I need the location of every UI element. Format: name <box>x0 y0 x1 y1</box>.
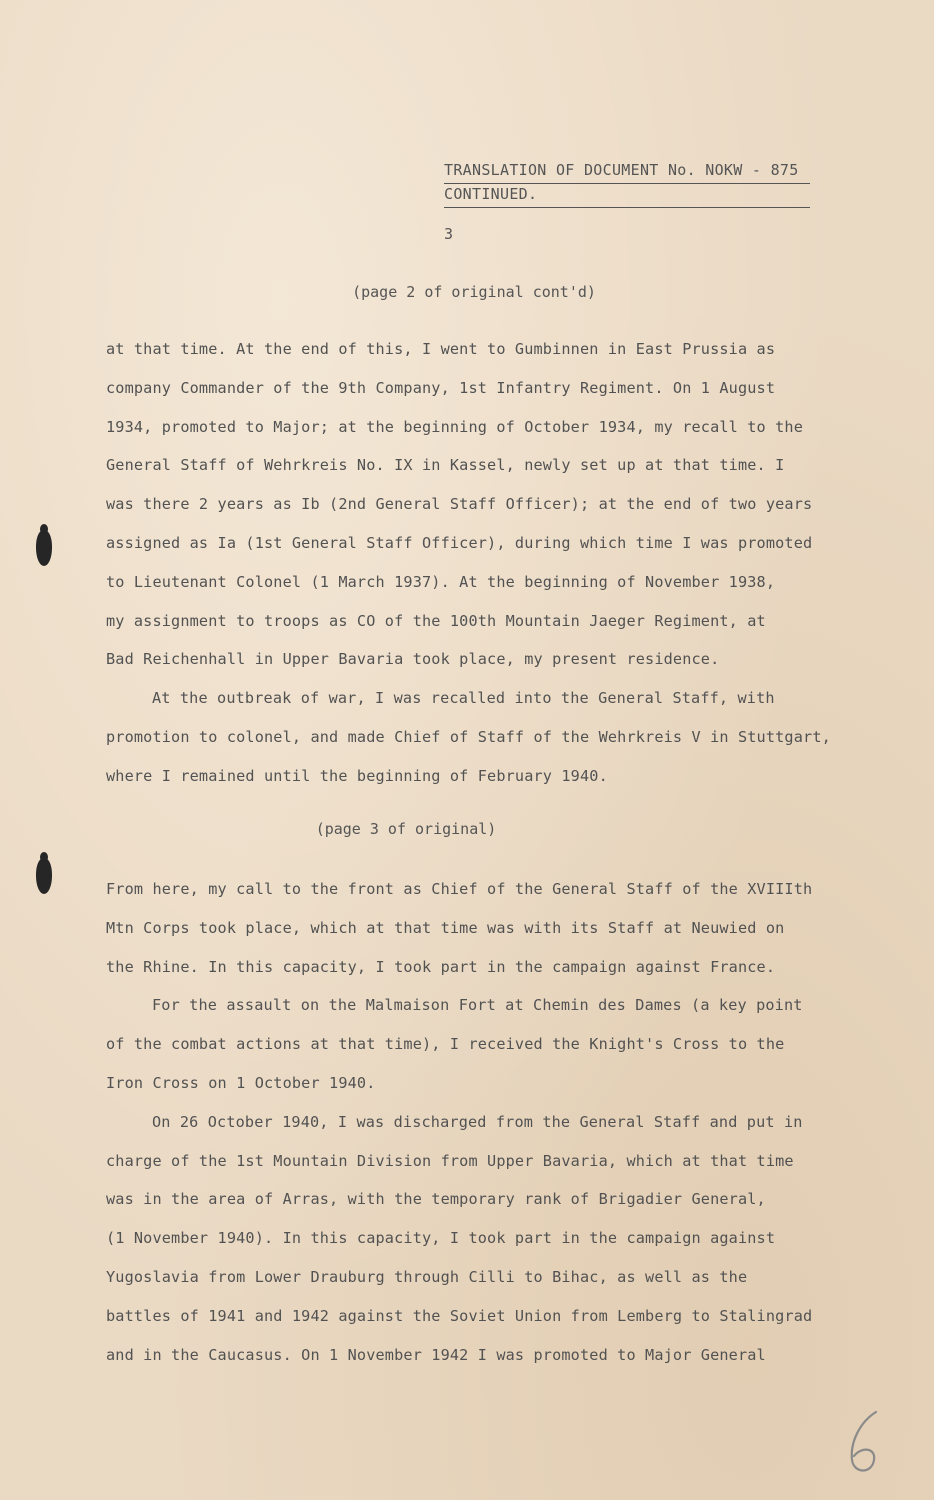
text-line: promotion to colonel, and made Chief of Staff of the Wehrkreis V in Stuttgart, <box>106 727 831 746</box>
text-line: was there 2 years as Ib (2nd General Staff Officer); at the end of two years <box>106 495 813 514</box>
original-page-reference-1: (page 2 of original cont'd) <box>352 283 596 301</box>
text-line: to Lieutenant Colonel (1 March 1937). At the beginning of November 1938, <box>106 572 776 591</box>
text-line: General Staff of Wehrkreis No. IX in Kassel, newly set up at that time. I <box>106 456 785 475</box>
text-line: (1 November 1940). In this capacity, I took part in the campaign against <box>106 1229 776 1248</box>
original-page-reference-2: (page 3 of original) <box>315 820 497 838</box>
text-line: company Commander of the 9th Company, 1st Infantry Regiment. On 1 August <box>106 378 776 397</box>
text-line: battles of 1941 and 1942 against the Soviet Union from Lemberg to Stalingrad <box>106 1306 813 1325</box>
text-line: On 26 October 1940, I was discharged from the General Staff and put in <box>152 1112 803 1131</box>
text-line: From here, my call to the front as Chief of the General Staff of the XVIIIth <box>106 880 813 898</box>
text-line: At the outbreak of war, I was recalled into the General Staff, with <box>152 689 775 708</box>
text-line: and in the Caucasus. On 1 November 1942 I was promoted to Major General <box>106 1345 766 1364</box>
text-line: my assignment to troops as CO of the 100th Mountain Jaeger Regiment, at <box>106 611 766 630</box>
text-line: of the combat actions at that time), I received the Knight's Cross to the <box>106 1035 785 1054</box>
document-header <box>444 160 812 208</box>
text-line: at that time. At the end of this, I went to Gumbinnen in East Prussia as <box>106 340 776 358</box>
paragraph-career-1940-1942 <box>106 870 846 1374</box>
text-line: the Rhine. In this capacity, I took part in the campaign against France. <box>106 957 776 976</box>
text-line: Iron Cross on 1 October 1940. <box>106 1073 376 1092</box>
text-line: For the assault on the Malmaison Fort at Chemin des Dames (a key point <box>152 996 803 1015</box>
text-line: Bad Reichenhall in Upper Bavaria took place, my present residence. <box>106 650 720 669</box>
binder-punch-hole-bottom <box>36 858 52 894</box>
handwritten-page-mark <box>838 1408 898 1478</box>
text-line: assigned as Ia (1st General Staff Officer), during which time I was promoted <box>106 533 813 552</box>
paragraph-career-1934-1940 <box>106 330 846 796</box>
text-line: 1934, promoted to Major; at the beginning of October 1934, my recall to the <box>106 417 804 436</box>
text-line: was in the area of Arras, with the temporary rank of Brigadier General, <box>106 1190 766 1209</box>
page-number: 3 <box>444 225 454 243</box>
header-rule-2 <box>444 207 810 208</box>
text-line: Yugoslavia from Lower Drauburg through Cilli to Bihac, as well as the <box>106 1267 748 1286</box>
text-line: charge of the 1st Mountain Division from Upper Bavaria, which at that time <box>106 1151 794 1170</box>
header-continued: CONTINUED. <box>444 185 538 203</box>
text-line: Mtn Corps took place, which at that time was with its Staff at Neuwied on <box>106 918 785 937</box>
header-title: TRANSLATION OF DOCUMENT No. NOKW - 875 <box>444 161 799 179</box>
text-line: where I remained until the beginning of February 1940. <box>106 766 608 785</box>
binder-punch-hole-top <box>36 530 52 566</box>
